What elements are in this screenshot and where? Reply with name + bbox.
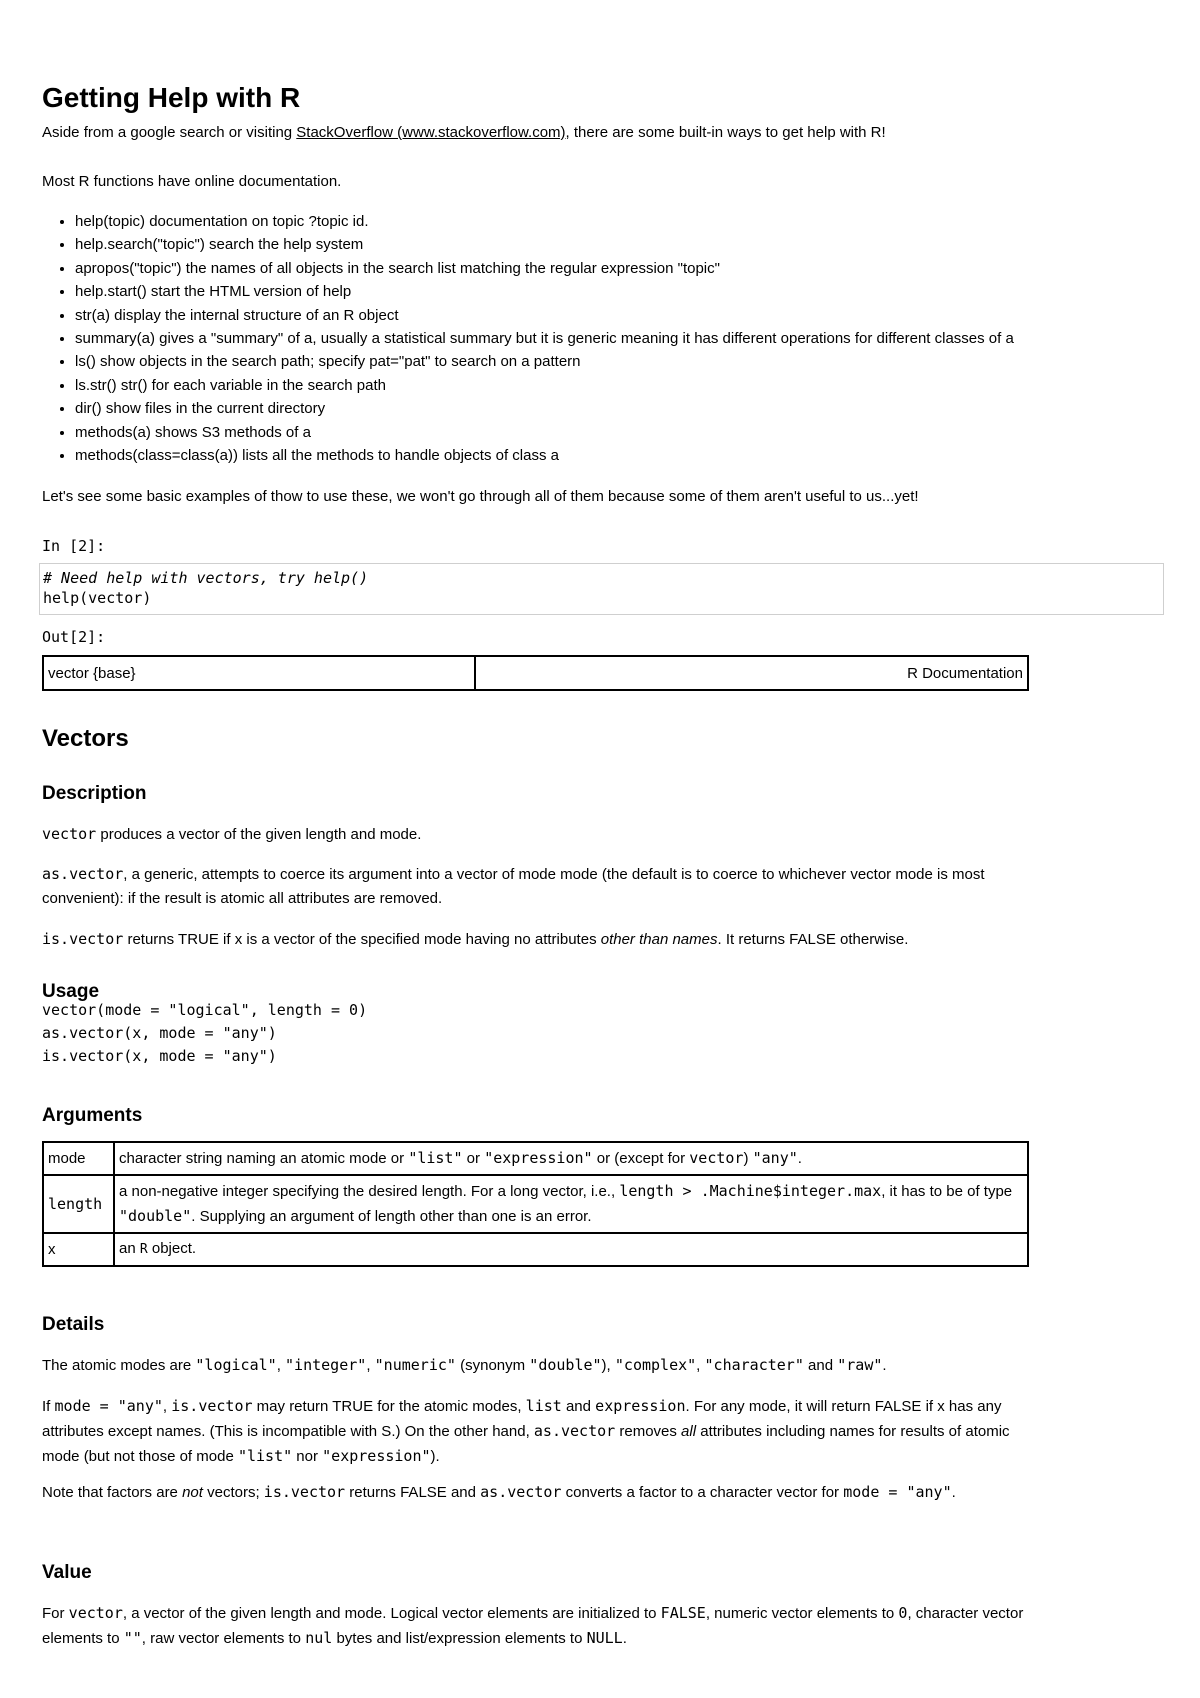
list-item: • methods(class=class(a)) lists all the methods to handle objects of class a [75,444,1014,467]
arg-description: character string naming an atomic mode or "list" or "expression" or (except for vector) "any". [114,1142,1028,1175]
arguments-table [42,1141,1029,1267]
usage-line: as.vector(x, mode = "any") [42,1024,277,1042]
code-cell[interactable] [39,563,1164,615]
inline-code: vector [42,825,97,843]
doc-title: Vectors [42,725,129,752]
list-item: • ls.str() str() for each variable in the search path [75,374,1014,397]
value-paragraph: For vector, a vector of the given length and mode. Logical vector elements are initialized to FALSE, numeric vector elements to 0, character vector elements to "", raw vector elements to nul bytes and list/expression elements to NULL. [42,1604,1024,1647]
code-comment: # Need help with vectors, try help() [43,569,369,587]
description-p2 [42,862,1032,911]
code-line: help(vector) [43,589,152,607]
list-item: • summary(a) gives a "summary" of a, usually a statistical summary but it is generic meaning it has different operations for different classes of a [75,327,1014,350]
list-item: • ls() show objects in the search path; specify pat="pat" to search on a pattern [75,350,1014,373]
list-item: • methods(a) shows S3 methods of a [75,421,1014,444]
arg-name: mode [43,1142,114,1175]
doc-note: Most R functions have online documentation. [42,173,342,190]
description-text: produces a vector of the given length and mode. [96,826,422,843]
output-prompt: Out[2]: [42,628,106,646]
list-item: • apropos("topic") the names of all objects in the search list matching the regular expression "topic" [75,257,1014,280]
doc-source: R Documentation [475,656,1028,690]
arg-name: length [43,1175,114,1233]
details-p1: The atomic modes are "logical", "integer", "numeric" (synonym "double"), "complex", "character" and "raw". [42,1356,887,1374]
details-p2: If mode = "any", is.vector may return TRUE for the atomic modes, list and expression. For any mode, it will return FALSE if x has any attributes except names. (This is incompatible with S.) On the other hand, as.vector removes all attributes including names for results of atomic mode (but not those of mode "list" nor "expression"). [42,1397,1010,1465]
list-item: • help(topic) documentation on topic ?topic id. [75,210,1014,233]
table-row [43,1142,1028,1175]
details-heading: Details [42,1314,105,1335]
list-item: • help.start() start the HTML version of help [75,280,1014,303]
intro-text-end: , there are some built-in ways to get help with R! [565,124,886,141]
list-item: • help.search("topic") search the help system [75,233,1014,256]
usage-line: is.vector(x, mode = "any") [42,1047,277,1065]
input-prompt: In [2]: [42,537,106,555]
arg-name: x [43,1233,114,1266]
inline-code: is.vector [42,930,124,948]
examples-note: Let's see some basic examples of thow to use these, we won't go through all of them because some of them aren't useful to us...yet! [42,488,919,505]
description-heading: Description [42,783,147,804]
usage-code [42,999,367,1068]
emphasis: other than names [600,931,718,948]
description-p1 [42,822,421,847]
arg-description: an R object. [114,1233,1028,1266]
details-p3: Note that factors are not vectors; is.vector returns FALSE and as.vector converts a factor to a character vector for mode = "any". [42,1483,956,1501]
usage-heading: Usage [42,981,100,1002]
description-text: returns TRUE if x is a vector of the specified mode having no attributes [123,931,601,948]
help-function-list [42,210,1014,467]
usage-line: vector(mode = "logical", length = 0) [42,1001,368,1019]
description-text: . It returns FALSE otherwise. [717,931,909,948]
doc-package: vector {base} [43,656,475,690]
table-row [43,1175,1028,1233]
doc-header-table [42,655,1029,691]
table-row [43,1233,1028,1266]
arg-description: a non-negative integer specifying the desired length. For a long vector, i.e., length > .Machine$integer.max, it has to be of type "double". Supplying an argument of length other than one is an error. [114,1175,1028,1233]
arguments-heading: Arguments [42,1105,143,1126]
list-item: • str(a) display the internal structure of an R object [75,304,1014,327]
description-text: , a generic, attempts to coerce its argument into a vector of mode mode (the default is to coerce to whichever vector mode is most convenient): if the result is atomic all attributes are removed. [42,866,985,907]
stackoverflow-link[interactable]: StackOverflow (www.stackoverflow.com) [296,124,566,141]
list-item: • dir() show files in the current directory [75,397,1014,420]
description-p3 [42,927,908,952]
intro-text: Aside from a google search or visiting [42,124,297,141]
page-title: Getting Help with R [42,82,301,113]
inline-code: as.vector [42,865,124,883]
value-heading: Value [42,1562,92,1583]
intro-paragraph [42,121,886,145]
